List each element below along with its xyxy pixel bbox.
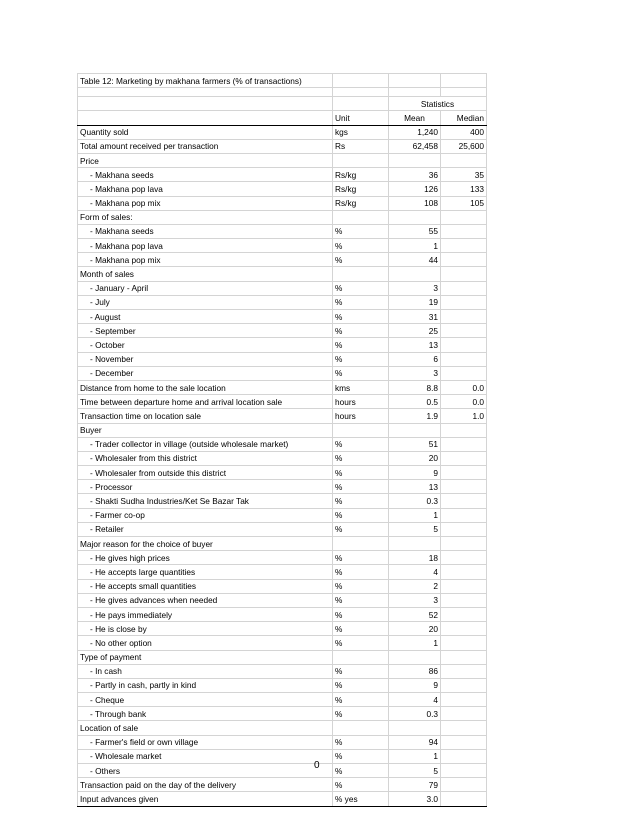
- row-label: - He gives high prices: [78, 551, 333, 565]
- row-median: [441, 537, 487, 551]
- row-mean: 126: [389, 182, 441, 196]
- row-unit: %: [333, 607, 389, 621]
- row-label: - Processor: [78, 480, 333, 494]
- row-mean: 1: [389, 508, 441, 522]
- row-median: [441, 664, 487, 678]
- table-row: [78, 607, 487, 621]
- row-unit: Rs/kg: [333, 196, 389, 210]
- row-unit: [333, 537, 389, 551]
- row-median: [441, 650, 487, 664]
- row-label: - Makhana seeds: [78, 168, 333, 182]
- row-label: Location of sale: [78, 721, 333, 735]
- table-row: [78, 451, 487, 465]
- row-unit: %: [333, 664, 389, 678]
- row-mean: 13: [389, 338, 441, 352]
- table-row: [78, 636, 487, 650]
- table-row: [78, 537, 487, 551]
- row-mean: 18: [389, 551, 441, 565]
- table-row: [78, 125, 487, 139]
- table-row: [78, 338, 487, 352]
- row-label: Input advances given: [78, 792, 333, 806]
- table-row: [78, 281, 487, 295]
- row-median: [441, 253, 487, 267]
- row-median: [441, 721, 487, 735]
- row-mean: 55: [389, 224, 441, 238]
- table-row: [78, 295, 487, 309]
- row-mean: 3: [389, 281, 441, 295]
- row-label: Type of payment: [78, 650, 333, 664]
- row-label: Month of sales: [78, 267, 333, 281]
- row-unit: Rs/kg: [333, 182, 389, 196]
- row-label: Major reason for the choice of buyer: [78, 537, 333, 551]
- row-unit: [333, 423, 389, 437]
- row-mean: [389, 650, 441, 664]
- row-unit: %: [333, 707, 389, 721]
- table-row: [78, 267, 487, 281]
- table-row: [78, 409, 487, 423]
- table-row: [78, 437, 487, 451]
- row-label: - Through bank: [78, 707, 333, 721]
- column-header-row: [78, 111, 487, 125]
- row-median: [441, 239, 487, 253]
- row-mean: 94: [389, 735, 441, 749]
- row-label: - He accepts small quantities: [78, 579, 333, 593]
- row-unit: %: [333, 281, 389, 295]
- row-label: - September: [78, 324, 333, 338]
- row-mean: 25: [389, 324, 441, 338]
- row-unit: %: [333, 551, 389, 565]
- row-median: 35: [441, 168, 487, 182]
- row-unit: hours: [333, 395, 389, 409]
- row-label: - Partly in cash, partly in kind: [78, 678, 333, 692]
- row-mean: 9: [389, 678, 441, 692]
- row-median: [441, 792, 487, 806]
- row-label: - Makhana pop mix: [78, 253, 333, 267]
- row-mean: 13: [389, 480, 441, 494]
- table-row: [78, 380, 487, 394]
- row-label: - In cash: [78, 664, 333, 678]
- row-median: [441, 480, 487, 494]
- row-mean: 9: [389, 466, 441, 480]
- table-row: [78, 735, 487, 749]
- row-unit: %: [333, 749, 389, 763]
- row-unit: [333, 721, 389, 735]
- table-row: [78, 579, 487, 593]
- row-median: [441, 565, 487, 579]
- row-label: - Farmer's field or own village: [78, 735, 333, 749]
- row-unit: %: [333, 579, 389, 593]
- row-mean: [389, 153, 441, 167]
- table-row: [78, 210, 487, 224]
- row-label: - Retailer: [78, 522, 333, 536]
- table-row: [78, 792, 487, 806]
- row-median: [441, 707, 487, 721]
- table-row: [78, 153, 487, 167]
- row-unit: [333, 153, 389, 167]
- row-median: [441, 678, 487, 692]
- row-mean: [389, 267, 441, 281]
- row-label: - August: [78, 310, 333, 324]
- row-median: [441, 522, 487, 536]
- row-unit: kgs: [333, 125, 389, 139]
- table-row: [78, 693, 487, 707]
- table-row: [78, 707, 487, 721]
- row-median: 105: [441, 196, 487, 210]
- row-unit: %: [333, 480, 389, 494]
- table-row: [78, 778, 487, 792]
- row-mean: 2: [389, 579, 441, 593]
- row-mean: 8.8: [389, 380, 441, 394]
- row-unit: %: [333, 678, 389, 692]
- table-row: [78, 466, 487, 480]
- row-label: Transaction paid on the day of the delivery: [78, 778, 333, 792]
- row-median: [441, 451, 487, 465]
- table-row: [78, 168, 487, 182]
- row-unit: %: [333, 764, 389, 778]
- row-unit: %: [333, 522, 389, 536]
- row-label: - Makhana pop lava: [78, 239, 333, 253]
- row-median: [441, 749, 487, 763]
- row-median: [441, 281, 487, 295]
- row-median: [441, 579, 487, 593]
- row-mean: 1.9: [389, 409, 441, 423]
- row-median: [441, 693, 487, 707]
- row-unit: Rs/kg: [333, 168, 389, 182]
- table-row: [78, 678, 487, 692]
- row-label: - Wholesale market: [78, 749, 333, 763]
- row-median: [441, 210, 487, 224]
- row-label: - Makhana pop mix: [78, 196, 333, 210]
- row-label: Quantity sold: [78, 125, 333, 139]
- row-unit: %: [333, 693, 389, 707]
- row-unit: Rs: [333, 139, 389, 153]
- row-label: Form of sales:: [78, 210, 333, 224]
- row-unit: %: [333, 636, 389, 650]
- table-title: Table 12: Marketing by makhana farmers (% of transactions): [78, 74, 333, 88]
- marketing-table: [77, 73, 487, 807]
- row-unit: %: [333, 352, 389, 366]
- row-mean: 86: [389, 664, 441, 678]
- table-title-row: [78, 74, 487, 88]
- table-row: [78, 139, 487, 153]
- table-row: [78, 182, 487, 196]
- row-mean: 1,240: [389, 125, 441, 139]
- row-median: [441, 338, 487, 352]
- row-label: Buyer: [78, 423, 333, 437]
- row-unit: % yes: [333, 792, 389, 806]
- row-unit: %: [333, 778, 389, 792]
- row-unit: %: [333, 366, 389, 380]
- row-unit: %: [333, 239, 389, 253]
- row-mean: 19: [389, 295, 441, 309]
- row-unit: %: [333, 451, 389, 465]
- row-mean: 20: [389, 451, 441, 465]
- row-label: - October: [78, 338, 333, 352]
- row-label: - November: [78, 352, 333, 366]
- table-row: [78, 721, 487, 735]
- table-row: [78, 749, 487, 763]
- table-row: [78, 366, 487, 380]
- row-label: - January - April: [78, 281, 333, 295]
- row-unit: %: [333, 437, 389, 451]
- row-median: [441, 622, 487, 636]
- row-unit: %: [333, 224, 389, 238]
- row-unit: [333, 267, 389, 281]
- row-label: - Wholesaler from outside this district: [78, 466, 333, 480]
- table-row: [78, 664, 487, 678]
- row-mean: 3: [389, 593, 441, 607]
- row-median: [441, 153, 487, 167]
- table-row: [78, 480, 487, 494]
- row-unit: %: [333, 466, 389, 480]
- table-row: [78, 593, 487, 607]
- row-label: - He gives advances when needed: [78, 593, 333, 607]
- row-median: [441, 352, 487, 366]
- row-unit: [333, 650, 389, 664]
- statistics-header-row: [78, 97, 487, 111]
- row-label: - Others: [78, 764, 333, 778]
- page-number: 0: [314, 760, 320, 771]
- row-median: [441, 607, 487, 621]
- row-mean: 44: [389, 253, 441, 267]
- row-median: [441, 466, 487, 480]
- table-row: [78, 395, 487, 409]
- row-median: [441, 764, 487, 778]
- row-mean: 0.5: [389, 395, 441, 409]
- row-mean: 5: [389, 764, 441, 778]
- mean-header: Mean: [389, 111, 441, 125]
- row-unit: %: [333, 593, 389, 607]
- spacer-row: [78, 88, 487, 97]
- row-median: 1.0: [441, 409, 487, 423]
- row-median: [441, 735, 487, 749]
- row-label: Time between departure home and arrival location sale: [78, 395, 333, 409]
- spreadsheet-page: [77, 73, 484, 807]
- row-label: - He pays immediately: [78, 607, 333, 621]
- row-mean: 52: [389, 607, 441, 621]
- table-row: [78, 196, 487, 210]
- row-label: Total amount received per transaction: [78, 139, 333, 153]
- row-median: 400: [441, 125, 487, 139]
- row-label: - Shakti Sudha Industries/Ket Se Bazar Tak: [78, 494, 333, 508]
- row-unit: %: [333, 494, 389, 508]
- row-label: - No other option: [78, 636, 333, 650]
- row-mean: 20: [389, 622, 441, 636]
- row-mean: 0.3: [389, 494, 441, 508]
- table-row: [78, 551, 487, 565]
- row-median: [441, 224, 487, 238]
- row-label: - December: [78, 366, 333, 380]
- row-unit: %: [333, 622, 389, 636]
- row-mean: 6: [389, 352, 441, 366]
- row-unit: %: [333, 338, 389, 352]
- row-mean: 4: [389, 693, 441, 707]
- table-row: [78, 508, 487, 522]
- row-median: [441, 423, 487, 437]
- row-mean: 79: [389, 778, 441, 792]
- row-median: 0.0: [441, 380, 487, 394]
- table-row: [78, 522, 487, 536]
- table-row: [78, 764, 487, 778]
- row-label: - Wholesaler from this district: [78, 451, 333, 465]
- row-unit: hours: [333, 409, 389, 423]
- row-mean: [389, 721, 441, 735]
- row-mean: 31: [389, 310, 441, 324]
- row-label: - He is close by: [78, 622, 333, 636]
- table-row: [78, 224, 487, 238]
- table-row: [78, 650, 487, 664]
- table-row: [78, 352, 487, 366]
- row-label: - He accepts large quantities: [78, 565, 333, 579]
- row-unit: %: [333, 565, 389, 579]
- row-unit: %: [333, 735, 389, 749]
- row-unit: %: [333, 295, 389, 309]
- row-mean: 108: [389, 196, 441, 210]
- row-label: - Farmer co-op: [78, 508, 333, 522]
- row-unit: [333, 210, 389, 224]
- row-median: [441, 593, 487, 607]
- row-mean: [389, 210, 441, 224]
- row-mean: 1: [389, 749, 441, 763]
- row-mean: 51: [389, 437, 441, 451]
- row-median: [441, 295, 487, 309]
- row-median: [441, 778, 487, 792]
- row-label: - Trader collector in village (outside wholesale market): [78, 437, 333, 451]
- unit-header: Unit: [333, 111, 389, 125]
- row-median: [441, 267, 487, 281]
- table-row: [78, 622, 487, 636]
- row-label: - Cheque: [78, 693, 333, 707]
- table-row: [78, 423, 487, 437]
- table-row: [78, 239, 487, 253]
- table-row: [78, 494, 487, 508]
- row-unit: %: [333, 324, 389, 338]
- row-label: - Makhana seeds: [78, 224, 333, 238]
- table-row: [78, 253, 487, 267]
- row-median: 0.0: [441, 395, 487, 409]
- row-median: [441, 636, 487, 650]
- row-unit: kms: [333, 380, 389, 394]
- row-mean: 62,458: [389, 139, 441, 153]
- row-label: Transaction time on location sale: [78, 409, 333, 423]
- row-mean: 36: [389, 168, 441, 182]
- row-unit: %: [333, 310, 389, 324]
- row-median: 25,600: [441, 139, 487, 153]
- row-mean: 4: [389, 565, 441, 579]
- row-label: - July: [78, 295, 333, 309]
- row-mean: [389, 537, 441, 551]
- table-row: [78, 310, 487, 324]
- row-median: [441, 310, 487, 324]
- median-header: Median: [441, 111, 487, 125]
- row-label: Price: [78, 153, 333, 167]
- row-unit: %: [333, 508, 389, 522]
- statistics-header: Statistics: [389, 97, 487, 111]
- row-mean: 1: [389, 239, 441, 253]
- row-median: [441, 551, 487, 565]
- row-median: [441, 366, 487, 380]
- row-mean: 1: [389, 636, 441, 650]
- row-label: - Makhana pop lava: [78, 182, 333, 196]
- row-mean: 3.0: [389, 792, 441, 806]
- row-mean: [389, 423, 441, 437]
- row-median: [441, 437, 487, 451]
- row-label: Distance from home to the sale location: [78, 380, 333, 394]
- row-mean: 0.3: [389, 707, 441, 721]
- row-mean: 3: [389, 366, 441, 380]
- row-unit: %: [333, 253, 389, 267]
- row-median: [441, 508, 487, 522]
- row-median: 133: [441, 182, 487, 196]
- table-row: [78, 324, 487, 338]
- row-median: [441, 494, 487, 508]
- table-row: [78, 565, 487, 579]
- row-mean: 5: [389, 522, 441, 536]
- row-median: [441, 324, 487, 338]
